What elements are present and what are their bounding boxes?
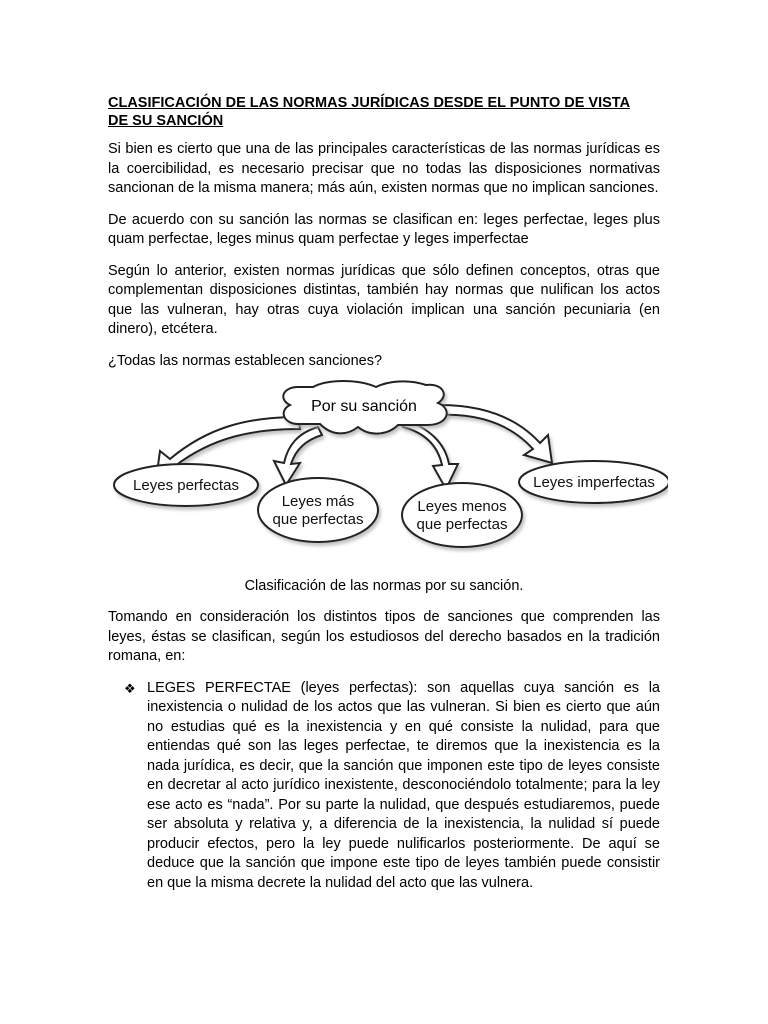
classification-list xyxy=(108,679,660,894)
paragraph-1: Si bien es cierto que una de las principales características de las normas jurídicas es la coercibilidad, es necesario precisar que no todas las disposiciones normativas sancionan de la misma manera; más aún, existen normas que no implican sanciones. xyxy=(108,141,660,196)
intro-paragraph: Tomando en consideración los distintos tipos de sanciones que comprenden las leyes, éstas se clasifican, según los estudiosos del derecho basados en la tradición romana, en: xyxy=(108,609,660,664)
paragraph-3: Según lo anterior, existen normas jurídicas que sólo definen conceptos, otras que complementan disposiciones distintas, también hay normas que nulifican los actos que las vulneran, hay otras cuya violación implican una sanción pecuniaria (en dinero), etcétera. xyxy=(108,262,660,337)
paragraph-2: De acuerdo con su sanción las normas se clasifican en: leges perfectae, leges plus quam perfectae, leges minus quam perfectae y leges imperfectae xyxy=(108,211,660,247)
node-leyes-mas xyxy=(258,478,378,542)
document-title: CLASIFICACIÓN DE LAS NORMAS JURÍDICAS DESDE EL PUNTO DE VISTA DE SU SANCIÓN xyxy=(108,95,631,129)
node-1-label: Leyes perfectas xyxy=(133,477,239,494)
list-item-text: LEGES PERFECTAE (leyes perfectas): son aquellas cuya sanción es la inexistencia o nulidad de los actos que las vulneran. Si bien es cierto que aún no estudias qué es la inexistencia y en qué consiste la nulidad, para que entiendas qué son las leges perfectae, te diremos que la inexistencia es la nada jurídica, es decir, que la sanción que imponen este tipo de leyes consiste en decretar al acto jurídico inexistente, desconociéndolo totalmente; para la ley ese acto es “nada”. Por su parte la nulidad, que después estudiaremos, puede ser absoluta y relativa y, a diferencia de la inexistencia, la nulidad sí puede producir efectos, pero la ley puede nulificarlos posteriormente. De aquí se deduce que la sanción que impone este tipo de leyes también puede consistir en que la misma decrete la nulidad del acto que las vulnera. xyxy=(147,679,660,891)
diamond-bullet-icon: ❖ xyxy=(124,680,136,696)
question-text: ¿Todas las normas establecen sanciones? xyxy=(108,352,383,369)
sanction-diagram-svg xyxy=(108,377,668,567)
sanction-diagram xyxy=(108,377,668,567)
node-4-label: Leyes imperfectas xyxy=(533,474,655,491)
node-2-label-1: Leyes más xyxy=(281,493,355,510)
arrow-to-leyes-menos xyxy=(403,419,458,489)
arrow-to-leyes-imperfectas xyxy=(438,405,552,463)
node-leyes-menos xyxy=(402,483,522,547)
diagram-caption: Clasificación de las normas por su sanción. xyxy=(244,578,524,594)
node-3-label-2: que perfectas xyxy=(416,516,508,533)
diagram-center-label: Por su sanción xyxy=(311,398,417,415)
node-3-label-1: Leyes menos xyxy=(417,498,507,515)
arrow-to-leyes-mas xyxy=(274,427,322,485)
list-item xyxy=(108,679,660,894)
node-2-label-2: que perfectas xyxy=(272,511,364,528)
